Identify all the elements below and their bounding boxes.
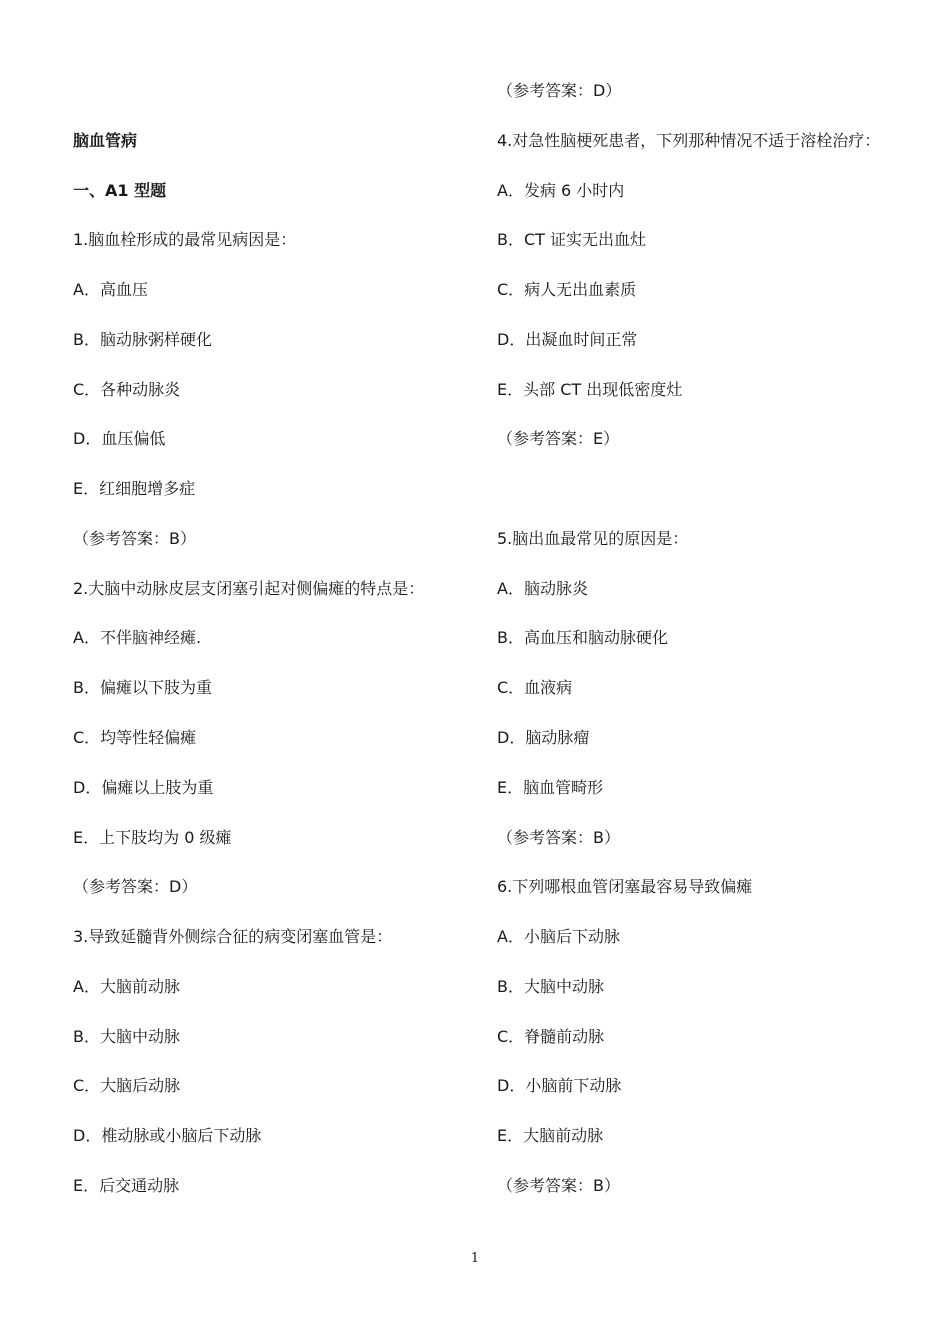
option-item: B．高血压和脑动脉硬化	[497, 628, 668, 647]
option-item: E．头部 CT 出现低密度灶	[497, 380, 683, 399]
option-item: B．脑动脉粥样硬化	[73, 330, 212, 349]
section-heading: 一、A1 型题	[73, 181, 167, 200]
option-item: D．脑动脉瘤	[497, 728, 590, 747]
option-item: C．各种动脉炎	[73, 380, 181, 399]
option-item: E．脑血管畸形	[497, 778, 604, 797]
question-stem: 3.导致延髓背外侧综合征的病变闭塞血管是：	[73, 927, 393, 946]
option-item: D．血压偏低	[73, 429, 166, 448]
option-item: E．上下肢均为 0 级瘫	[73, 828, 232, 847]
option-item: D．椎动脉或小脑后下动脉	[73, 1126, 262, 1145]
answer-key: （参考答案：B）	[497, 1176, 620, 1195]
answer-key: （参考答案：D）	[497, 81, 622, 100]
question-stem: 6.下列哪根血管闭塞最容易导致偏瘫	[497, 877, 753, 896]
option-item: A．高血压	[73, 280, 148, 299]
option-item: A．不伴脑神经瘫.	[73, 628, 202, 647]
answer-key: （参考答案：D）	[73, 877, 198, 896]
option-item: A．大脑前动脉	[73, 977, 180, 996]
option-item: D．出凝血时间正常	[497, 330, 638, 349]
option-item: A．发病 6 小时内	[497, 181, 625, 200]
option-item: C．大脑后动脉	[73, 1076, 181, 1095]
option-item: E．后交通动脉	[73, 1176, 180, 1195]
answer-key: （参考答案：B）	[497, 828, 620, 847]
question-stem: 2.大脑中动脉皮层支闭塞引起对侧偏瘫的特点是：	[73, 579, 425, 598]
question-stem: 4.对急性脑梗死患者，下列那种情况不适于溶栓治疗：	[497, 131, 881, 150]
option-item: D．小脑前下动脉	[497, 1076, 622, 1095]
option-item: C．脊髓前动脉	[497, 1027, 605, 1046]
option-item: B．大脑中动脉	[73, 1027, 180, 1046]
question-stem: 5.脑出血最常见的原因是：	[497, 529, 689, 548]
option-item: C．血液病	[497, 678, 573, 697]
answer-key: （参考答案：E）	[497, 429, 620, 448]
page-number: 1	[470, 1251, 480, 1266]
option-item: E．大脑前动脉	[497, 1126, 604, 1145]
option-item: C．病人无出血素质	[497, 280, 637, 299]
option-item: B．偏瘫以下肢为重	[73, 678, 212, 697]
option-item: C．均等性轻偏瘫	[73, 728, 197, 747]
option-item: B．大脑中动脉	[497, 977, 604, 996]
option-item: B．CT 证实无出血灶	[497, 230, 647, 249]
question-stem: 1.脑血栓形成的最常见病因是：	[73, 230, 297, 249]
doc-title: 脑血管病	[73, 131, 138, 150]
option-item: D．偏瘫以上肢为重	[73, 778, 214, 797]
option-item: A．小脑后下动脉	[497, 927, 620, 946]
option-item: E．红细胞增多症	[73, 479, 196, 498]
option-item: A．脑动脉炎	[497, 579, 588, 598]
answer-key: （参考答案：B）	[73, 529, 196, 548]
